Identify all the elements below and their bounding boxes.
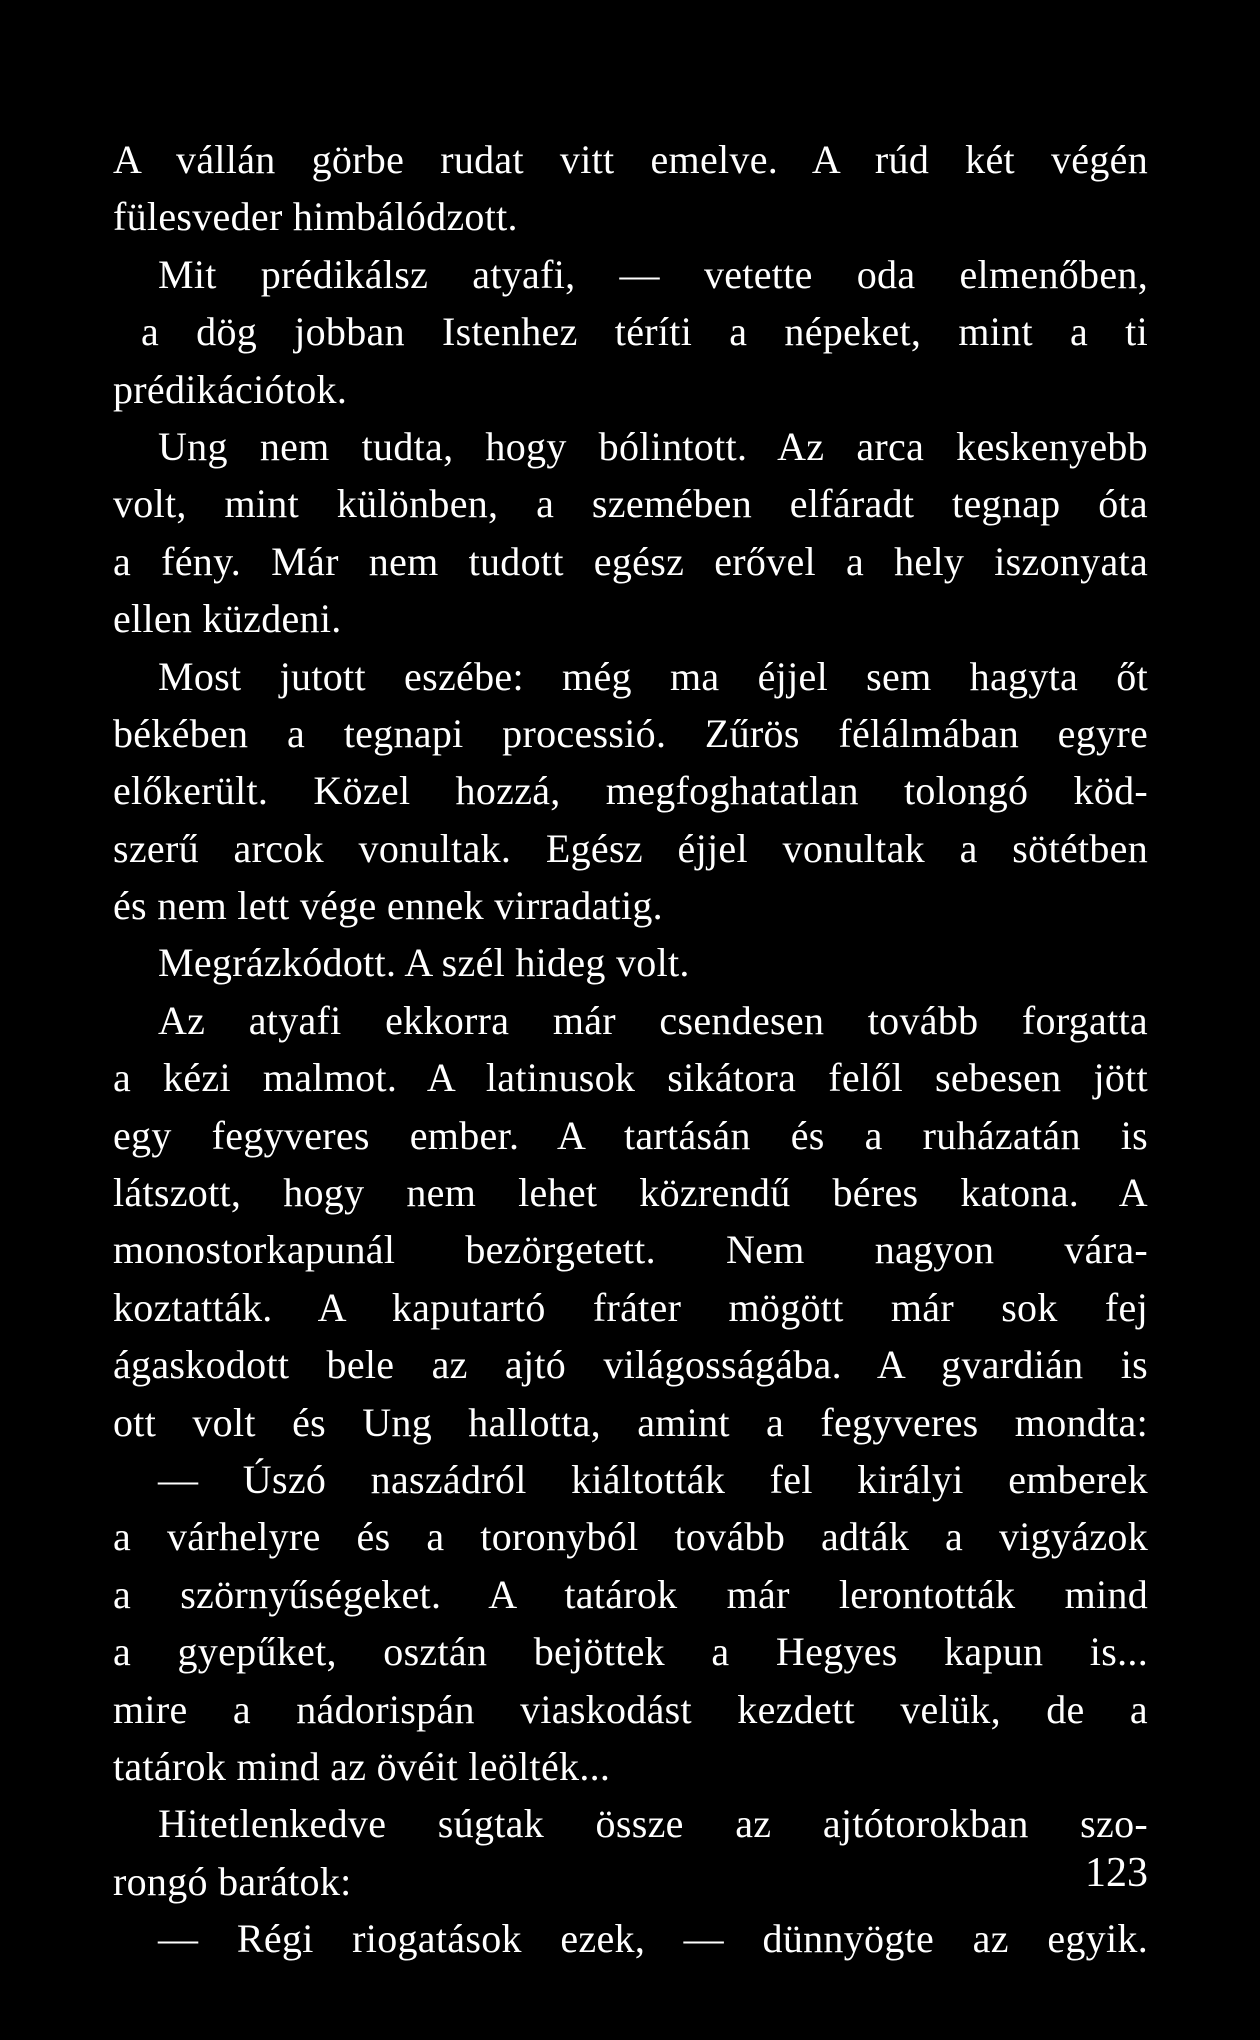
text-line: volt, mint különben, a szemében elfáradt tegnap óta	[113, 481, 1148, 527]
text-line: A vállán görbe rudat vitt emelve. A rúd két végén	[113, 137, 1148, 182]
text-line: Mit prédikálsz atyafi, — vetette oda elmenőben,	[158, 251, 1148, 297]
text-line: Az atyafi ekkorra már csendesen tovább forgatta	[158, 997, 1148, 1043]
text-line: békében a tegnapi processió. Zűrös félálmában egyre	[113, 710, 1148, 756]
text-line: monostorkapunál bezörgetett. Nem nagyon vára-	[113, 1227, 1148, 1273]
text-line: a gyepűket, osztán bejöttek a Hegyes kapun is...	[113, 1629, 1148, 1675]
text-line: Hitetlenkedve súgtak össze az ajtótorokban szo-	[158, 1801, 1148, 1847]
text-line: a kézi malmot. A latinusok sikátora felől sebesen jött	[113, 1055, 1148, 1101]
text-line: a fény. Már nem tudott egész erővel a hely iszonyata	[113, 538, 1148, 584]
text-line: a szörnyűségeket. A tatárok már lerontották mind	[113, 1571, 1148, 1617]
text-line: Megrázkódott. A szél hideg volt.	[158, 940, 690, 986]
text-line: — Régi riogatások ezek, — dünnyögte az egyik.	[158, 1916, 1148, 1962]
text-line: ott volt és Ung hallotta, amint a fegyveres mondta:	[113, 1399, 1148, 1445]
text-line: fülesveder himbálódzott.	[113, 194, 518, 240]
text-line: mire a nádorispán viaskodást kezdett velük, de a	[113, 1686, 1148, 1732]
text-line: Most jutott eszébe: még ma éjjel sem hagyta őt	[158, 653, 1148, 699]
text-line: és nem lett vége ennek virradatig.	[113, 883, 663, 929]
text-line: prédikációtok.	[113, 366, 348, 412]
text-line: tatárok mind az övéit leölték...	[113, 1743, 611, 1789]
body-text	[113, 131, 1148, 1968]
text-line: koztatták. A kaputartó fráter mögött már sok fej	[113, 1284, 1148, 1330]
text-line: — Úszó naszádról kiáltották fel királyi emberek	[158, 1456, 1148, 1502]
text-line: ágaskodott bele az ajtó világosságába. A gvardián is	[113, 1342, 1148, 1388]
text-line: a dög jobban Istenhez téríti a népeket, mint a ti	[141, 309, 1148, 355]
text-line: látszott, hogy nem lehet közrendű béres katona. A	[113, 1170, 1148, 1216]
text-line: szerű arcok vonultak. Egész éjjel vonultak a sötétben	[113, 825, 1148, 871]
text-line: Ung nem tudta, hogy bólintott. Az arca keskenyebb	[158, 423, 1148, 469]
text-line: egy fegyveres ember. A tartásán és a ruházatán is	[113, 1112, 1148, 1158]
text-line: előkerült. Közel hozzá, megfoghatatlan tolongó köd-	[113, 768, 1148, 814]
text-line: a várhelyre és a toronyból tovább adták a vigyázok	[113, 1514, 1148, 1560]
text-line: rongó barátok:	[113, 1858, 352, 1904]
text-line: ellen küzdeni.	[113, 596, 342, 642]
page-number: 123	[1085, 1850, 1148, 1896]
